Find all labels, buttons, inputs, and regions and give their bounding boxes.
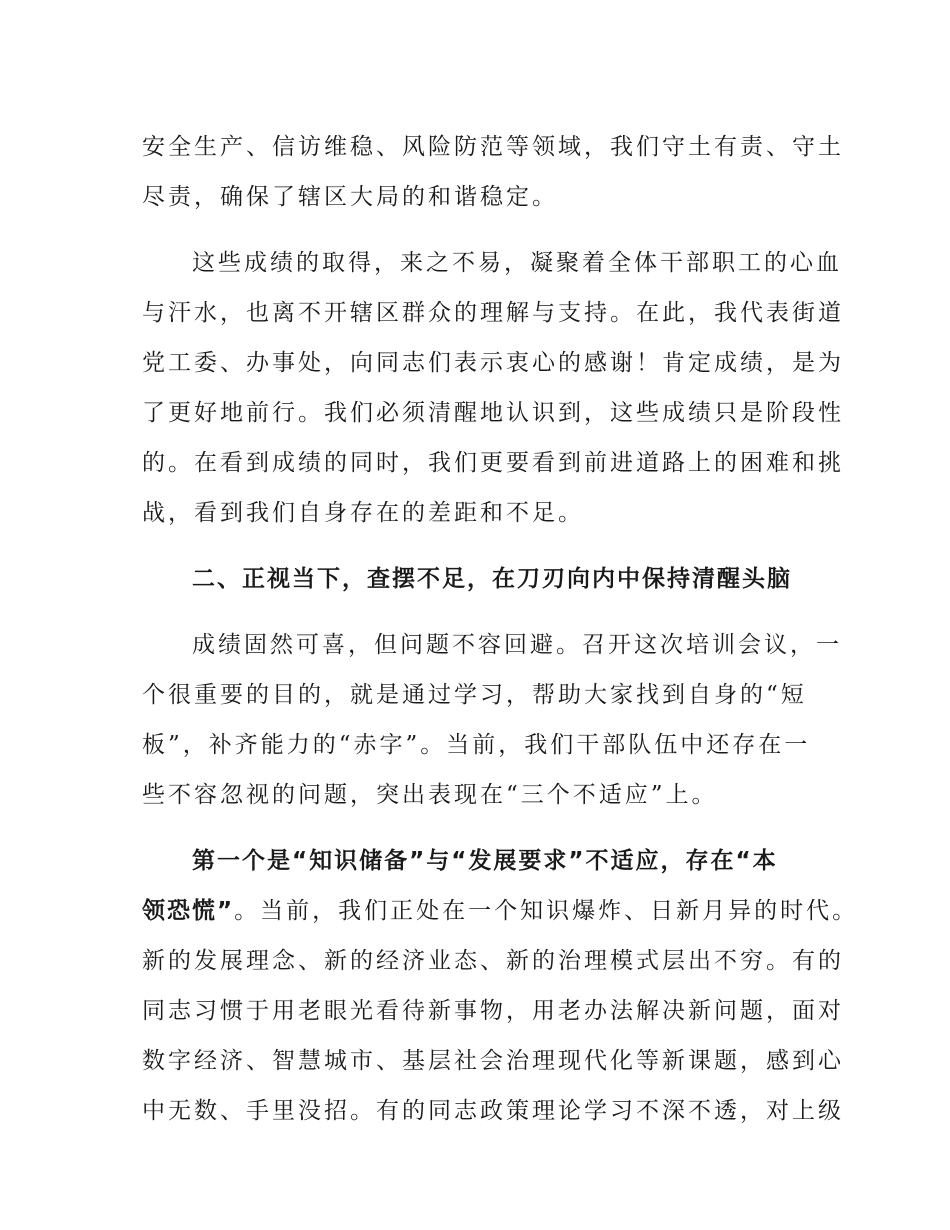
text-line: 战，看到我们自身存在的差距和不足。 xyxy=(142,500,584,526)
section-heading-2 xyxy=(142,554,822,604)
text-line: 同志习惯于用老眼光看待新事物，用老办法解决新问题，面对 xyxy=(142,998,844,1024)
paragraph-safety-stability xyxy=(142,122,844,222)
text-line: 尽责，确保了辖区大局的和谐稳定。 xyxy=(142,184,558,210)
text-line: 数字经济、智慧城市、基层社会治理现代化等新课题，感到心 xyxy=(142,1048,844,1074)
text-line: 这些成绩的取得，来之不易，凝聚着全体干部职工的心血 xyxy=(192,250,842,276)
paragraph-knowledge-gap xyxy=(142,836,859,1136)
text-line: 了更好地前行。我们必须清醒地认识到，这些成绩只是阶段性 xyxy=(142,400,844,426)
section-heading: 二、正视当下，查摆不足，在刀刃向内中保持清醒头脑 xyxy=(192,566,792,592)
document-body xyxy=(142,122,859,1136)
text-line: 与汗水，也离不开辖区群众的理解与支持。在此，我代表街道 xyxy=(142,300,844,326)
bold-lead-text: 领恐慌” xyxy=(142,898,235,924)
text-continuation: 。当前，我们正处在一个知识爆炸、日新月异的时代。 xyxy=(234,898,859,924)
paragraph-problems xyxy=(142,620,842,820)
text-line: 板”，补齐能力的“赤字”。当前，我们干部队伍中还存在一 xyxy=(142,732,811,758)
text-line: 些不容忽视的问题，突出表现在“三个不适应”上。 xyxy=(142,782,718,808)
bold-lead-line: 第一个是“知识储备”与“发展要求”不适应，存在“本 xyxy=(192,848,778,874)
text-line: 安全生产、信访维稳、风险防范等领域，我们守土有责、守土 xyxy=(142,134,844,160)
text-line xyxy=(142,886,859,936)
text-line: 个很重要的目的，就是通过学习，帮助大家找到自身的“短 xyxy=(142,682,807,708)
text-line: 中无数、手里没招。有的同志政策理论学习不深不透，对上级 xyxy=(142,1098,844,1124)
text-line: 成绩固然可喜，但问题不容回避。召开这次培训会议，一 xyxy=(192,632,842,658)
text-line: 党工委、办事处，向同志们表示衷心的感谢！肯定成绩，是为 xyxy=(142,350,844,376)
text-line: 新的发展理念、新的经济业态、新的治理模式层出不穷。有的 xyxy=(142,948,844,974)
text-line: 的。在看到成绩的同时，我们更要看到前进道路上的困难和挑 xyxy=(142,450,844,476)
paragraph-achievements xyxy=(142,238,844,538)
